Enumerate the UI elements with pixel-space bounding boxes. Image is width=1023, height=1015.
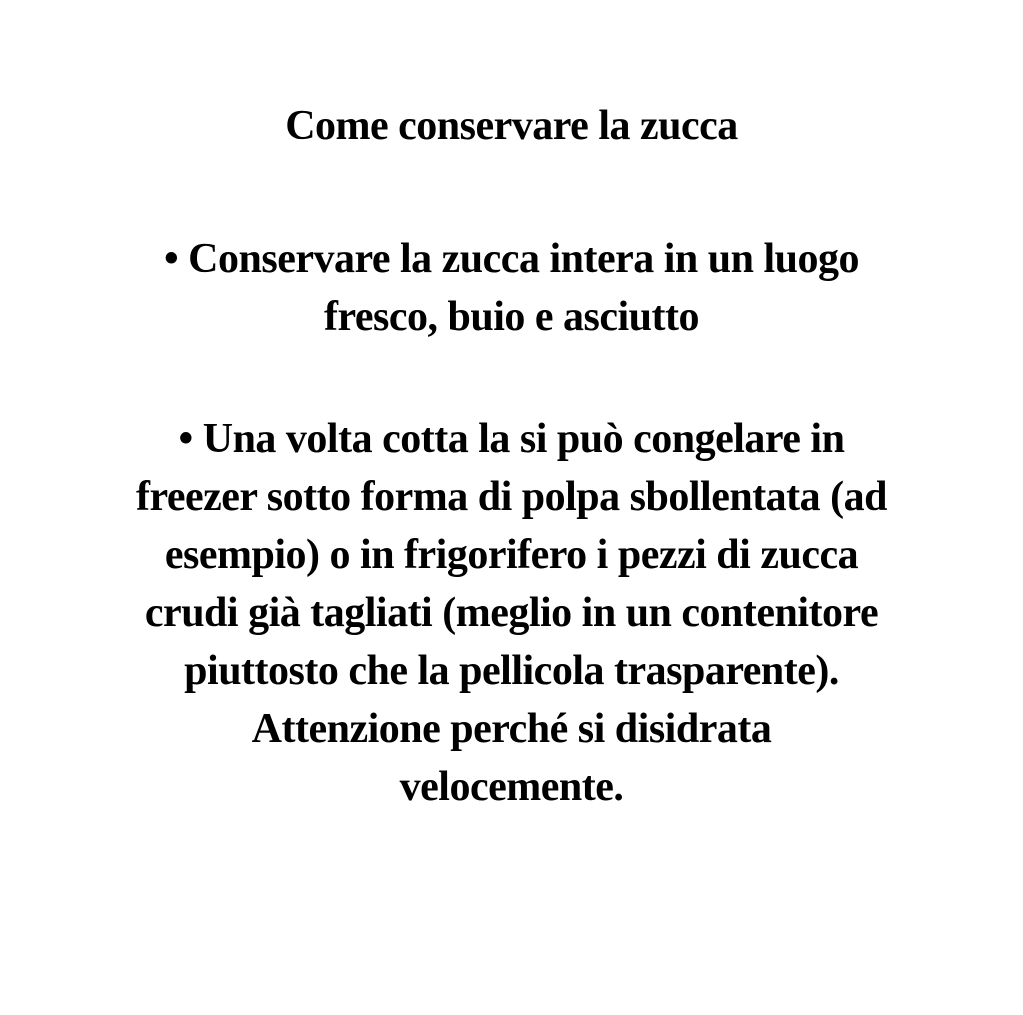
text-line: fresco, buio e asciutto [323, 294, 699, 340]
text-line: freezer sotto forma di polpa sbollentata (ad [135, 474, 888, 520]
text-line: piuttosto che la pellicola trasparente). [184, 648, 839, 694]
text-line: Attenzione perché si disidrata [251, 706, 772, 752]
text-line: velocemente. [399, 764, 624, 810]
text-line: crudi già tagliati (meglio in un contenitore [144, 590, 879, 636]
page-title: Come conservare la zucca [285, 103, 738, 149]
bullet-paragraph [44, 410, 979, 816]
bullet-paragraph [44, 230, 979, 346]
text-line: • Una volta cotta la si può congelare in [178, 416, 845, 462]
text-line: esempio) o in frigorifero i pezzi di zucca [164, 532, 859, 578]
text-line: • Conservare la zucca intera in un luogo [163, 236, 860, 282]
